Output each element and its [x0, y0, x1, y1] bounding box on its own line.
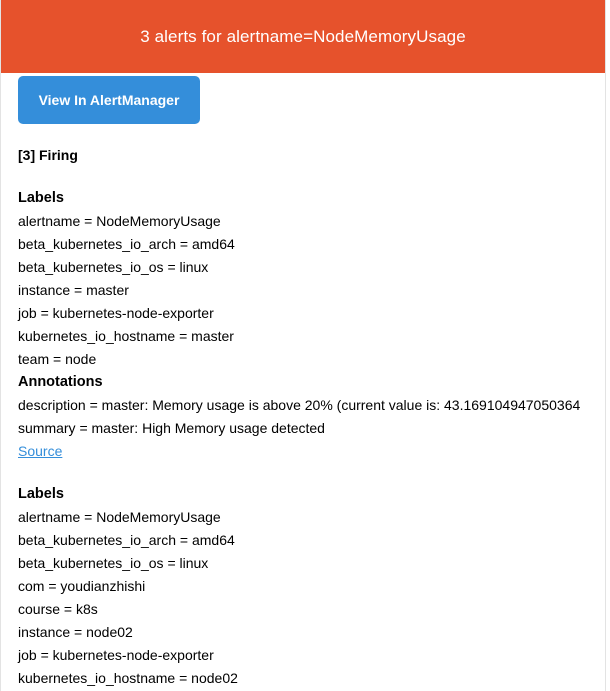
label-line: job = kubernetes-node-exporter [18, 305, 214, 321]
label-line: instance = node02 [18, 624, 133, 640]
firing-count: [3] Firing [18, 147, 78, 163]
source-link[interactable]: Source [18, 443, 63, 459]
label-line: team = node [18, 351, 97, 367]
label-line: beta_kubernetes_io_os = linux [18, 259, 209, 275]
alert-header [1, 0, 605, 73]
alert-block [18, 187, 588, 463]
label-line: beta_kubernetes_io_os = linux [18, 555, 209, 571]
header-title: 3 alerts for alertname=NodeMemoryUsage [140, 26, 466, 46]
label-line: beta_kubernetes_io_arch = amd64 [18, 532, 235, 548]
label-line: alertname = NodeMemoryUsage [18, 509, 221, 525]
alert-block [18, 483, 588, 690]
labels-heading: Labels [18, 486, 64, 502]
annotations-heading: Annotations [18, 374, 103, 390]
label-line: kubernetes_io_hostname = node02 [18, 670, 238, 686]
spacer [18, 167, 588, 187]
annotation-line: summary = master: High Memory usage detected [18, 420, 325, 436]
labels-heading: Labels [18, 190, 64, 206]
label-line: com = youdianzhishi [18, 578, 146, 594]
label-line: alertname = NodeMemoryUsage [18, 213, 221, 229]
annotation-line: description = master: Memory usage is above 20% (current value is: 43.169104947050364 [18, 397, 581, 413]
label-line: kubernetes_io_hostname = master [18, 328, 234, 344]
alert-content [1, 73, 605, 690]
label-line: instance = master [18, 282, 129, 298]
label-line: course = k8s [18, 601, 98, 617]
view-in-alertmanager-button[interactable]: View In AlertManager [18, 76, 200, 124]
label-line: job = kubernetes-node-exporter [18, 647, 214, 663]
label-line: beta_kubernetes_io_arch = amd64 [18, 236, 235, 252]
spacer [18, 463, 588, 483]
